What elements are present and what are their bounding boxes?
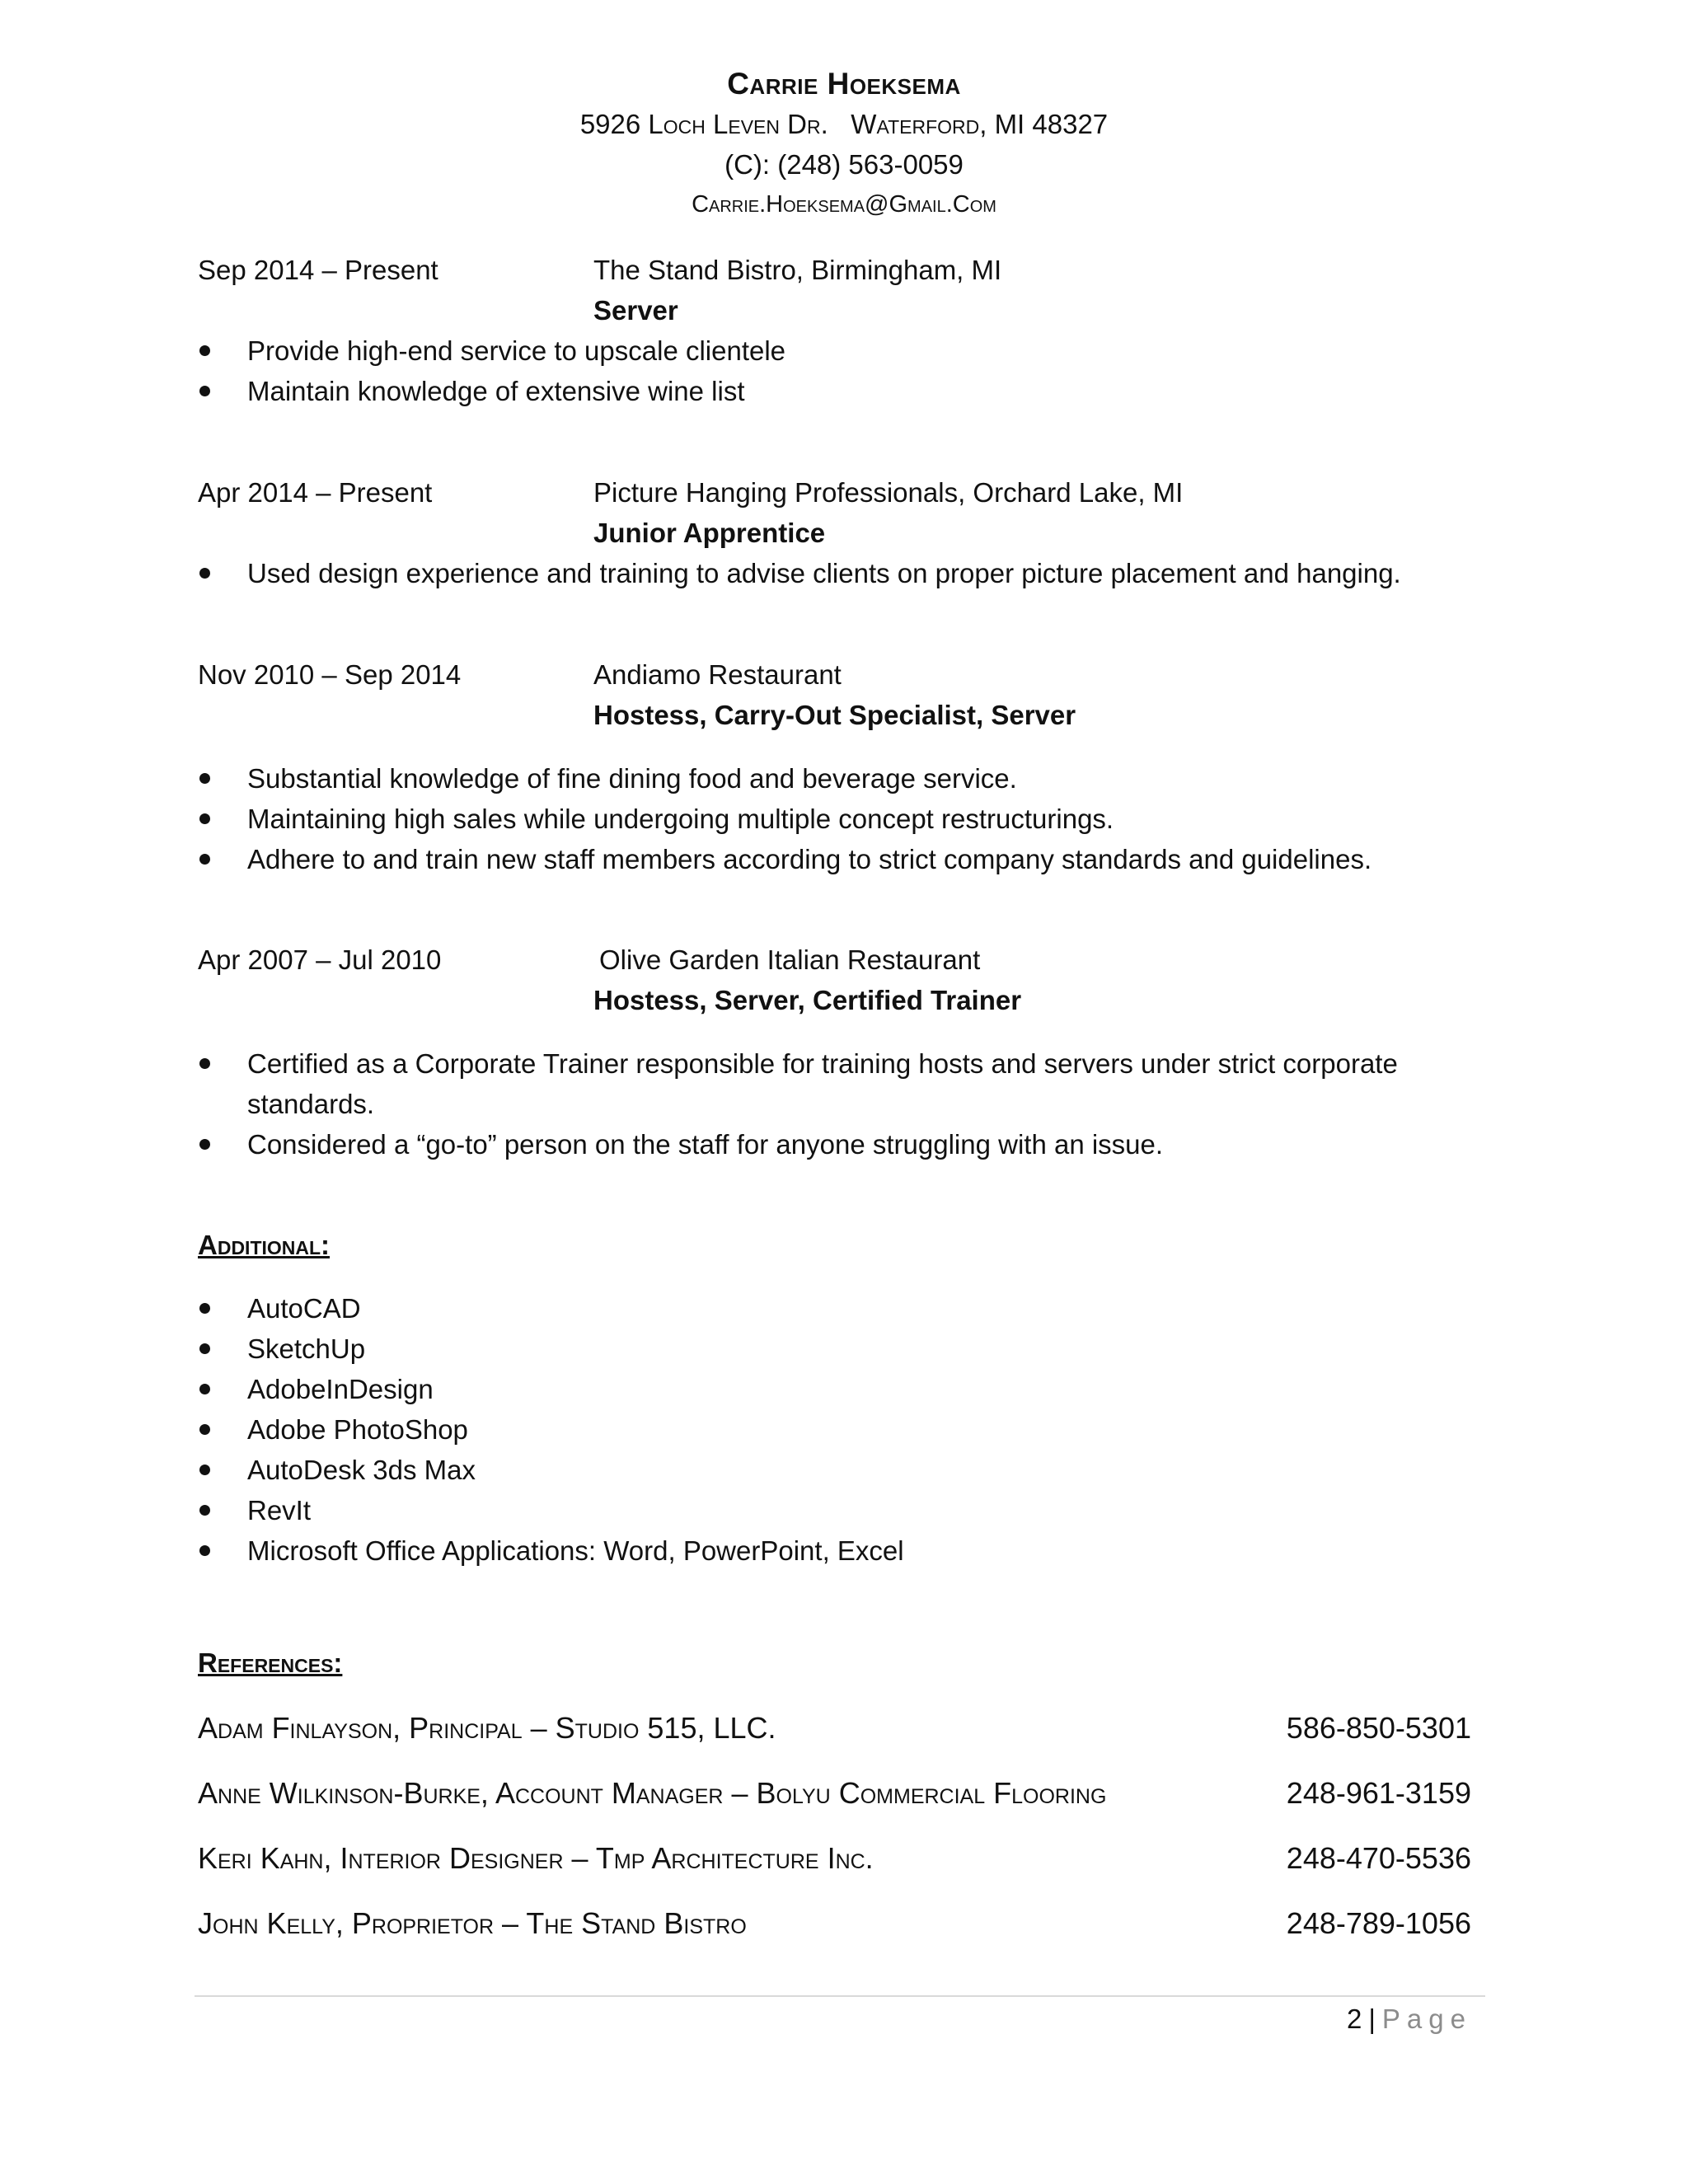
- email-line: Carrie.Hoeksema@Gmail.Com: [692, 191, 996, 218]
- list-item: Provide high-end service to upscale clientele: [198, 330, 1492, 371]
- bullet-icon: [199, 854, 210, 865]
- bullet-icon: [199, 1384, 210, 1394]
- references-heading: References:: [198, 1647, 343, 1678]
- reference-row: [198, 1705, 1471, 1751]
- bullet-icon: [199, 1139, 210, 1150]
- list-item: Considered a “go-to” person on the staff for anyone struggling with an issue.: [198, 1124, 1451, 1165]
- job-company: Olive Garden Italian Restaurant: [599, 944, 981, 975]
- reference-phone: 248-961-3159: [1286, 1776, 1471, 1810]
- page-label: Page: [1381, 2004, 1472, 2034]
- bullet-icon: [199, 1303, 210, 1314]
- job-dates: Sep 2014 – Present: [198, 255, 438, 285]
- bullet-icon: [199, 386, 210, 396]
- job-title: Hostess, Server, Certified Trainer: [593, 985, 1022, 1015]
- bullet-icon: [199, 1545, 210, 1556]
- bullet-icon: [199, 1343, 210, 1354]
- job-company: The Stand Bistro, Birmingham, MI: [593, 255, 1002, 285]
- bullet-icon: [199, 568, 210, 579]
- list-item: SketchUp: [198, 1329, 1492, 1369]
- reference-phone: 248-470-5536: [1286, 1841, 1471, 1875]
- reference-phone: 248-789-1056: [1286, 1906, 1471, 1940]
- list-item: Maintaining high sales while undergoing multiple concept restructurings.: [198, 799, 1492, 839]
- job-company: Picture Hanging Professionals, Orchard Lake, MI: [593, 477, 1184, 508]
- bullet-icon: [199, 773, 210, 784]
- job-title: Server: [593, 295, 678, 326]
- job-dates: Apr 2007 – Jul 2010: [198, 944, 442, 975]
- reference-row: [198, 1770, 1471, 1816]
- list-item: AdobeInDesign: [198, 1369, 1492, 1409]
- job-bullets: [198, 1043, 1451, 1165]
- job-entry: [198, 654, 1492, 879]
- page-footer: [1347, 1999, 1472, 2040]
- reference-name: Keri Kahn, Interior Designer – Tmp Architecture Inc.: [198, 1841, 874, 1875]
- job-title: Junior Apprentice: [593, 518, 826, 548]
- resume-header: [0, 64, 1688, 225]
- reference-name: Anne Wilkinson-Burke, Account Manager – Bolyu Commercial Flooring: [198, 1776, 1107, 1810]
- job-dates: Apr 2014 – Present: [198, 477, 433, 508]
- page-number: 2: [1346, 2004, 1362, 2034]
- job-title: Hostess, Carry-Out Specialist, Server: [593, 700, 1076, 730]
- list-item: Microsoft Office Applications: Word, PowerPoint, Excel: [198, 1530, 1492, 1571]
- list-item: RevIt: [198, 1490, 1492, 1530]
- reference-name: Adam Finlayson, Principal – Studio 515, LLC.: [198, 1711, 776, 1745]
- additional-list: [198, 1288, 1492, 1571]
- reference-phone: 586-850-5301: [1286, 1711, 1471, 1745]
- list-item: AutoDesk 3ds Max: [198, 1450, 1492, 1490]
- candidate-name: Carrie Hoeksema: [727, 67, 961, 101]
- reference-name: John Kelly, Proprietor – The Stand Bistro: [198, 1906, 747, 1940]
- list-item: Substantial knowledge of fine dining food and beverage service.: [198, 758, 1492, 799]
- list-item: Adobe PhotoShop: [198, 1409, 1492, 1450]
- address-line: 5926 Loch Leven Dr. Waterford, MI 48327: [579, 109, 1109, 139]
- list-item: Adhere to and train new staff members according to strict company standards and guidelines.: [198, 839, 1492, 879]
- job-entry: [198, 472, 1492, 593]
- bullet-icon: [199, 1424, 210, 1435]
- bullet-icon: [199, 1465, 210, 1475]
- job-bullets: [198, 330, 1492, 411]
- list-item: Maintain knowledge of extensive wine list: [198, 371, 1492, 411]
- job-bullets: [198, 553, 1492, 593]
- bullet-icon: [199, 1505, 210, 1516]
- job-entry: [198, 250, 1492, 411]
- job-company: Andiamo Restaurant: [593, 659, 842, 690]
- footer-divider: [195, 1995, 1485, 1997]
- reference-row: [198, 1835, 1471, 1882]
- bullet-icon: [199, 813, 210, 824]
- list-item: Used design experience and training to advise clients on proper picture placement and hanging.: [198, 553, 1492, 593]
- additional-heading: Additional:: [198, 1230, 331, 1260]
- list-item: Certified as a Corporate Trainer responsible for training hosts and servers under strict corporate standards.: [198, 1043, 1451, 1124]
- job-bullets: [198, 758, 1492, 879]
- footer-separator: |: [1368, 2004, 1376, 2034]
- reference-row: [198, 1900, 1471, 1947]
- bullet-icon: [199, 1058, 210, 1069]
- job-entry: [198, 940, 1492, 1165]
- job-dates: Nov 2010 – Sep 2014: [198, 659, 462, 690]
- bullet-icon: [199, 345, 210, 356]
- list-item: AutoCAD: [198, 1288, 1492, 1329]
- phone-line: (C): (248) 563-0059: [724, 149, 964, 180]
